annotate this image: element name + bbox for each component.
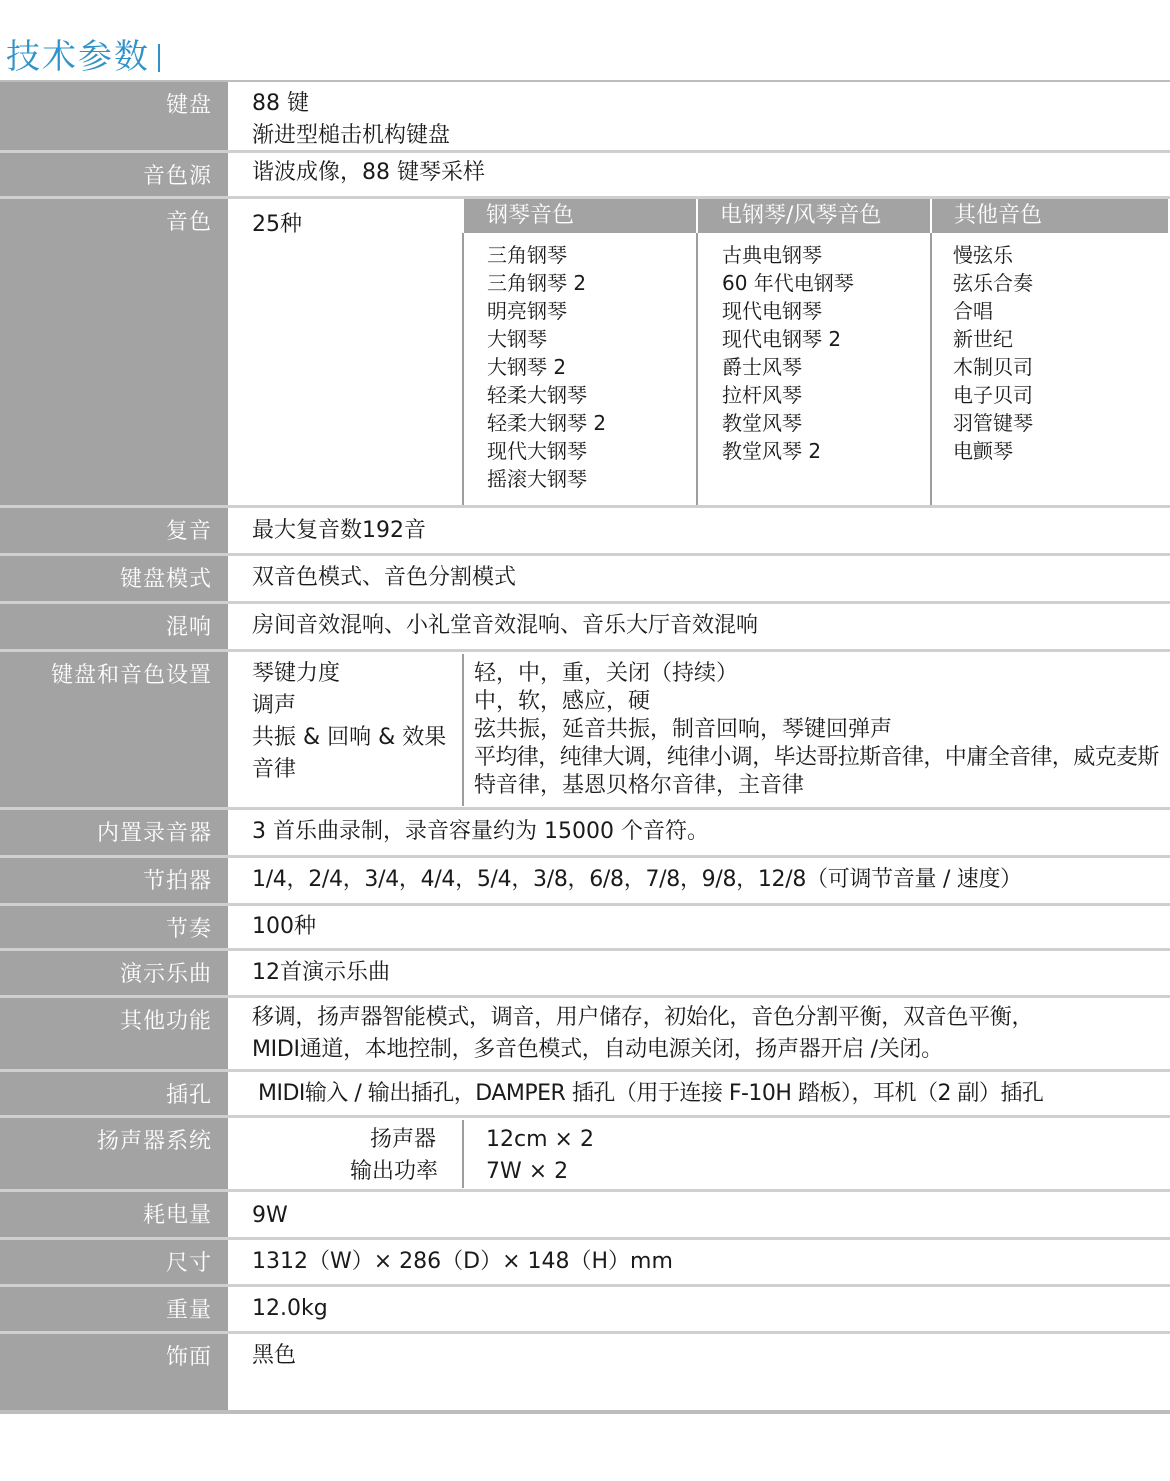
list-item: 摇滚大钢琴	[487, 467, 587, 491]
tone-column-header-other: 其他音色	[932, 199, 1168, 233]
spec-row-other	[0, 998, 1170, 1072]
list-item: 三角钢琴	[487, 243, 567, 267]
setting-value: 特音律，基恩贝格尔音律，主音律	[474, 773, 805, 798]
spec-row-keyboard	[0, 82, 1170, 153]
row-value: 3 首乐曲录制，录音容量约为 15000 个音符。	[252, 819, 709, 844]
row-value: 1312（W）× 286（D）× 148（H）mm	[252, 1249, 673, 1274]
setting-value: 平均律，纯律大调，纯律小调，毕达哥拉斯音律，中庸全音律，威克麦斯	[474, 745, 1159, 770]
row-value: MIDI通道，本地控制，多音色模式，自动电源关闭，扬声器开启 /关闭。	[252, 1037, 943, 1062]
spec-row-tones	[0, 199, 1170, 508]
row-label: 扬声器系统	[0, 1118, 228, 1192]
spec-row-size	[0, 1240, 1170, 1287]
list-item: 轻柔大钢琴	[487, 383, 587, 407]
row-label: 音色源	[0, 153, 228, 199]
tone-list-epiano-organ	[722, 241, 854, 465]
row-value: 谐波成像，88 键琴采样	[252, 160, 485, 185]
row-value: 12.0kg	[252, 1296, 328, 1321]
list-item: 60 年代电钢琴	[722, 271, 854, 295]
speaker-power-name: 输出功率	[350, 1159, 439, 1184]
list-item: 新世纪	[953, 327, 1013, 351]
list-item: 大钢琴 2	[487, 355, 567, 379]
spec-row-demo	[0, 951, 1170, 998]
keyboard-keys: 88 键	[252, 91, 309, 116]
setting-name: 音律	[252, 757, 297, 782]
spec-row-power	[0, 1192, 1170, 1240]
row-value: 黑色	[252, 1343, 297, 1368]
tone-count: 25种	[252, 212, 302, 237]
list-item: 木制贝司	[953, 355, 1033, 379]
spec-row-rhythm	[0, 906, 1170, 951]
list-item: 爵士风琴	[722, 355, 802, 379]
list-item: 三角钢琴 2	[487, 271, 587, 295]
row-value: 12首演示乐曲	[252, 960, 390, 985]
row-value: 最大复音数192音	[252, 518, 426, 543]
tone-list-other	[953, 241, 1033, 465]
list-item: 教堂风琴 2	[722, 439, 822, 463]
spec-row-metronome	[0, 858, 1170, 906]
spec-row-weight	[0, 1287, 1170, 1334]
list-item: 大钢琴	[487, 327, 547, 351]
list-item: 合唱	[953, 299, 993, 323]
spec-row-keyboard-mode	[0, 556, 1170, 604]
row-value: 房间音效混响、小礼堂音效混响、音乐大厅音效混响	[252, 613, 759, 638]
row-label: 尺寸	[0, 1240, 228, 1287]
row-label: 键盘	[0, 82, 228, 153]
row-value: 移调，扬声器智能模式，调音，用户储存，初始化，音色分割平衡，双音色平衡，	[252, 1005, 1034, 1030]
list-item: 现代大钢琴	[487, 439, 587, 463]
list-item: 现代电钢琴 2	[722, 327, 842, 351]
row-label: 节奏	[0, 906, 228, 951]
row-label: 重量	[0, 1287, 228, 1334]
row-value: 双音色模式、音色分割模式	[252, 565, 517, 590]
row-label: 插孔	[0, 1072, 228, 1118]
row-label: 音色	[0, 199, 228, 508]
row-label: 内置录音器	[0, 810, 228, 858]
row-label: 饰面	[0, 1334, 228, 1414]
speaker-value: 12cm × 2	[486, 1127, 594, 1152]
list-item: 羽管键琴	[953, 411, 1033, 435]
spec-row-jacks	[0, 1072, 1170, 1118]
list-item: 电颤琴	[953, 439, 1013, 463]
tone-list-piano	[487, 241, 606, 493]
setting-value: 中，软，感应，硬	[474, 689, 651, 714]
row-label: 键盘模式	[0, 556, 228, 604]
row-label: 演示乐曲	[0, 951, 228, 998]
list-item: 明亮钢琴	[487, 299, 567, 323]
list-item: 教堂风琴	[722, 411, 802, 435]
spec-row-sound-source	[0, 153, 1170, 199]
spec-row-finish	[0, 1334, 1170, 1414]
page-title: 技术参数	[6, 37, 150, 77]
row-value: MIDI输入 / 输出插孔，DAMPER 插孔（用于连接 F-10H 踏板），耳机（2 副）插孔	[258, 1081, 1044, 1106]
spec-row-reverb	[0, 604, 1170, 652]
row-label: 耗电量	[0, 1192, 228, 1240]
list-item: 轻柔大钢琴 2	[487, 411, 607, 435]
list-item: 电子贝司	[953, 383, 1033, 407]
row-label: 节拍器	[0, 858, 228, 906]
list-item: 慢弦乐	[953, 243, 1013, 267]
spec-row-recorder	[0, 810, 1170, 858]
setting-name: 调声	[252, 693, 297, 718]
speaker-name: 扬声器	[370, 1127, 437, 1152]
row-value: 9W	[252, 1203, 288, 1228]
title-accent-bar	[158, 44, 160, 72]
setting-name: 琴键力度	[252, 661, 341, 686]
row-value: 1/4，2/4，3/4，4/4，5/4，3/8，6/8，7/8，9/8，12/8（可调节音量 / 速度）	[252, 867, 1022, 892]
row-label: 其他功能	[0, 998, 228, 1072]
row-value: 100种	[252, 914, 316, 939]
setting-value: 弦共振，延音共振，制音回响，琴键回弹声	[474, 717, 893, 742]
spec-row-settings	[0, 652, 1170, 810]
list-item: 古典电钢琴	[722, 243, 822, 267]
tone-column-header-piano: 钢琴音色	[464, 199, 696, 233]
row-label: 键盘和音色设置	[0, 652, 228, 810]
speaker-power-value: 7W × 2	[486, 1159, 569, 1184]
setting-name: 共振 & 回响 & 效果	[252, 725, 447, 750]
list-item: 现代电钢琴	[722, 299, 822, 323]
list-item: 拉杆风琴	[722, 383, 802, 407]
keyboard-action: 渐进型槌击机构键盘	[252, 123, 451, 148]
row-label: 复音	[0, 508, 228, 556]
spec-row-polyphony	[0, 508, 1170, 556]
setting-value: 轻，中，重，关闭（持续）	[474, 661, 739, 686]
spec-row-speakers	[0, 1118, 1170, 1192]
list-item: 弦乐合奏	[953, 271, 1033, 295]
tone-column-header-epiano-organ: 电钢琴/风琴音色	[698, 199, 930, 233]
row-label: 混响	[0, 604, 228, 652]
